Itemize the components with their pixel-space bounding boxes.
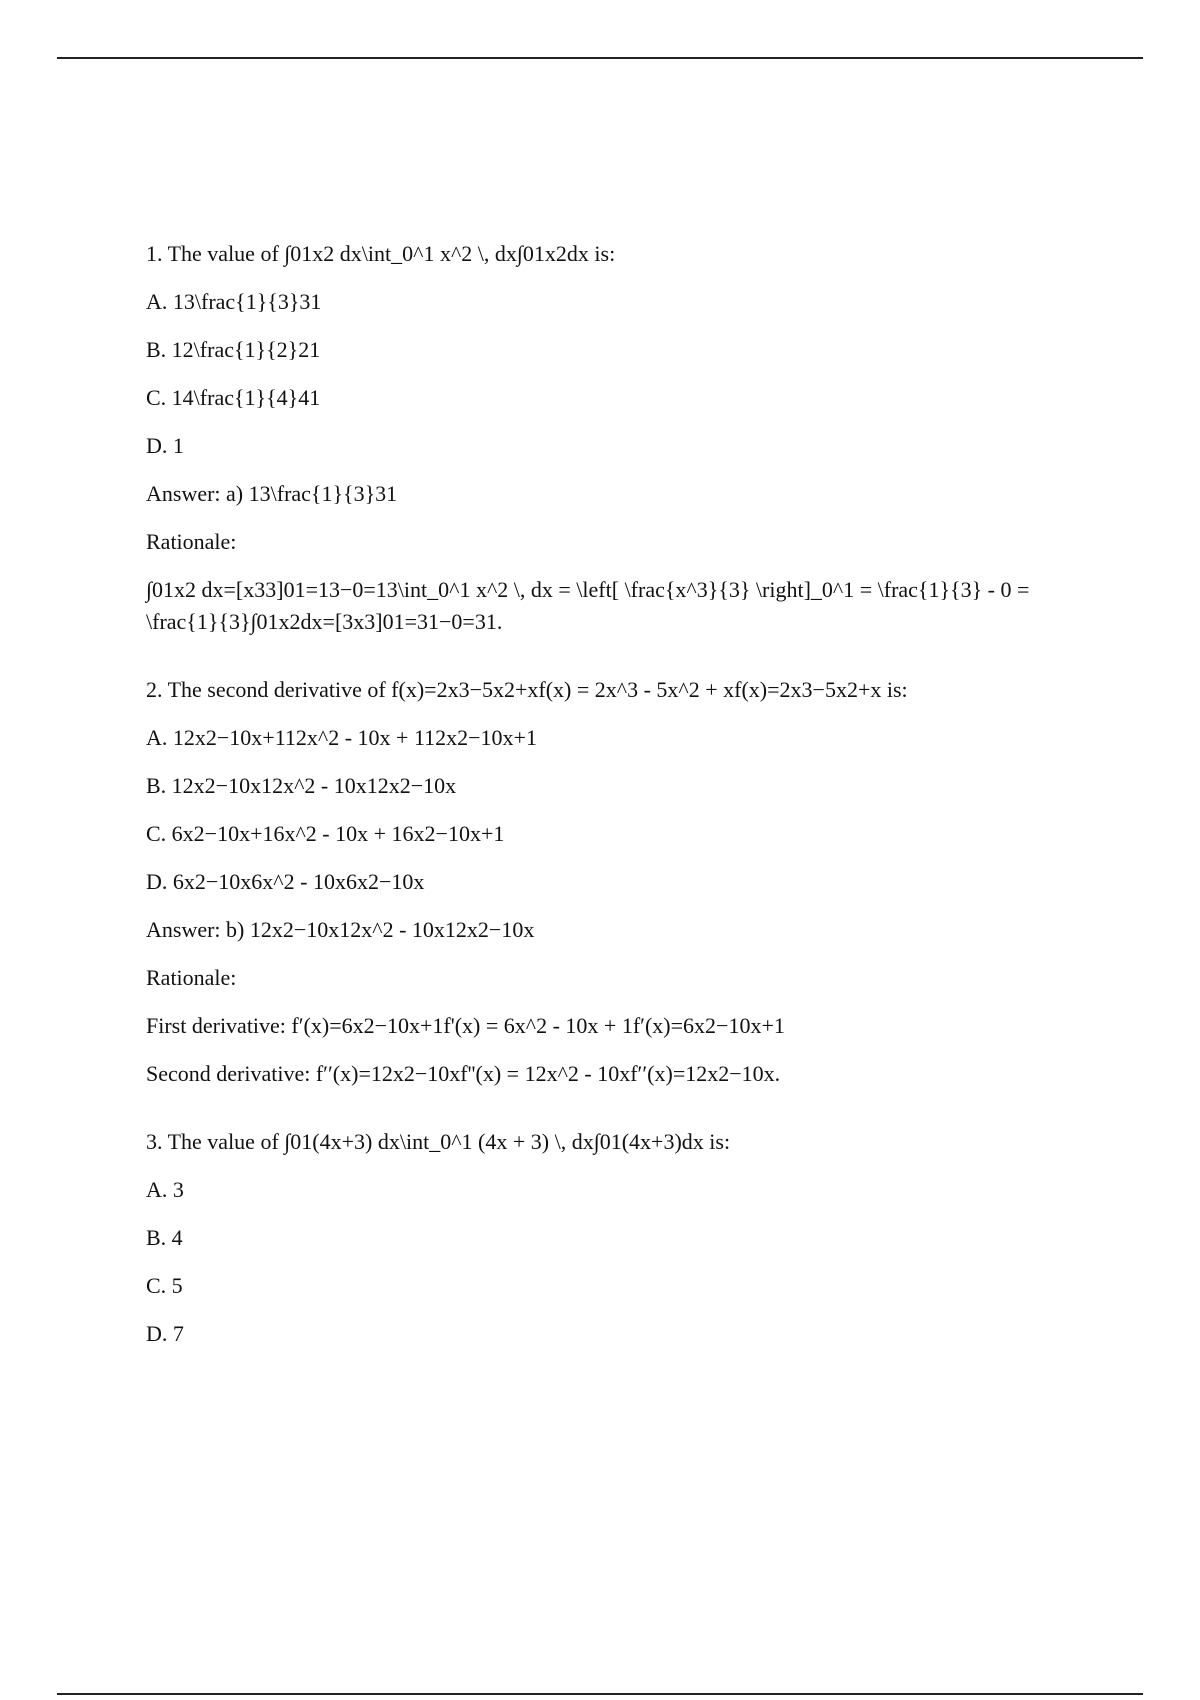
rationale-line: First derivative: f′(x)=6x2−10x+1f'(x) = 6x^2 - 10x + 1f′(x)=6x2−10x+1 [146,1013,785,1038]
option-a: A. 13\frac{1}{3}31 [146,289,322,314]
document-body [146,238,1086,1350]
top-rule [57,57,1143,59]
rationale-label: Rationale: [146,529,237,554]
option-b: B. 12\frac{1}{2}21 [146,337,321,362]
question-prompt: 2. The second derivative of f(x)=2x3−5x2+xf(x) = 2x^3 - 5x^2 + xf(x)=2x3−5x2+x is: [146,677,908,702]
answer: Answer: b) 12x2−10x12x^2 - 10x12x2−10x [146,917,535,942]
option-b: B. 12x2−10x12x^2 - 10x12x2−10x [146,773,457,798]
question-prompt: 1. The value of ∫01x2 dx\int_0^1 x^2 \, dx∫01x2dx is: [146,241,616,266]
option-a: A. 3 [146,1177,184,1202]
option-d: D. 6x2−10x6x^2 - 10x6x2−10x [146,869,425,894]
rationale-line: Second derivative: f′′(x)=12x2−10xf''(x) = 12x^2 - 10xf′′(x)=12x2−10x. [146,1061,781,1086]
option-c: C. 6x2−10x+16x^2 - 10x + 16x2−10x+1 [146,821,505,846]
rationale-line: ∫01x2 dx=[x33]01=13−0=13\int_0^1 x^2 \, dx = \left[ \frac{x^3}{3} \right]_0^1 = \frac{1}{3} - 0 = \frac{1}{3}∫01x2dx=[3x3]01=31−0=31. [146,577,1030,634]
option-b: B. 4 [146,1225,183,1250]
option-c: C. 5 [146,1273,183,1298]
option-c: C. 14\frac{1}{4}41 [146,385,321,410]
question-prompt: 3. The value of ∫01(4x+3) dx\int_0^1 (4x + 3) \, dx∫01(4x+3)dx is: [146,1129,731,1154]
question-2 [146,674,1086,1090]
option-d: D. 7 [146,1321,184,1346]
bottom-rule [57,1693,1143,1695]
rationale-label: Rationale: [146,965,237,990]
option-a: A. 12x2−10x+112x^2 - 10x + 112x2−10x+1 [146,725,537,750]
question-1 [146,238,1086,638]
answer: Answer: a) 13\frac{1}{3}31 [146,481,398,506]
option-d: D. 1 [146,433,184,458]
question-3 [146,1126,1086,1350]
